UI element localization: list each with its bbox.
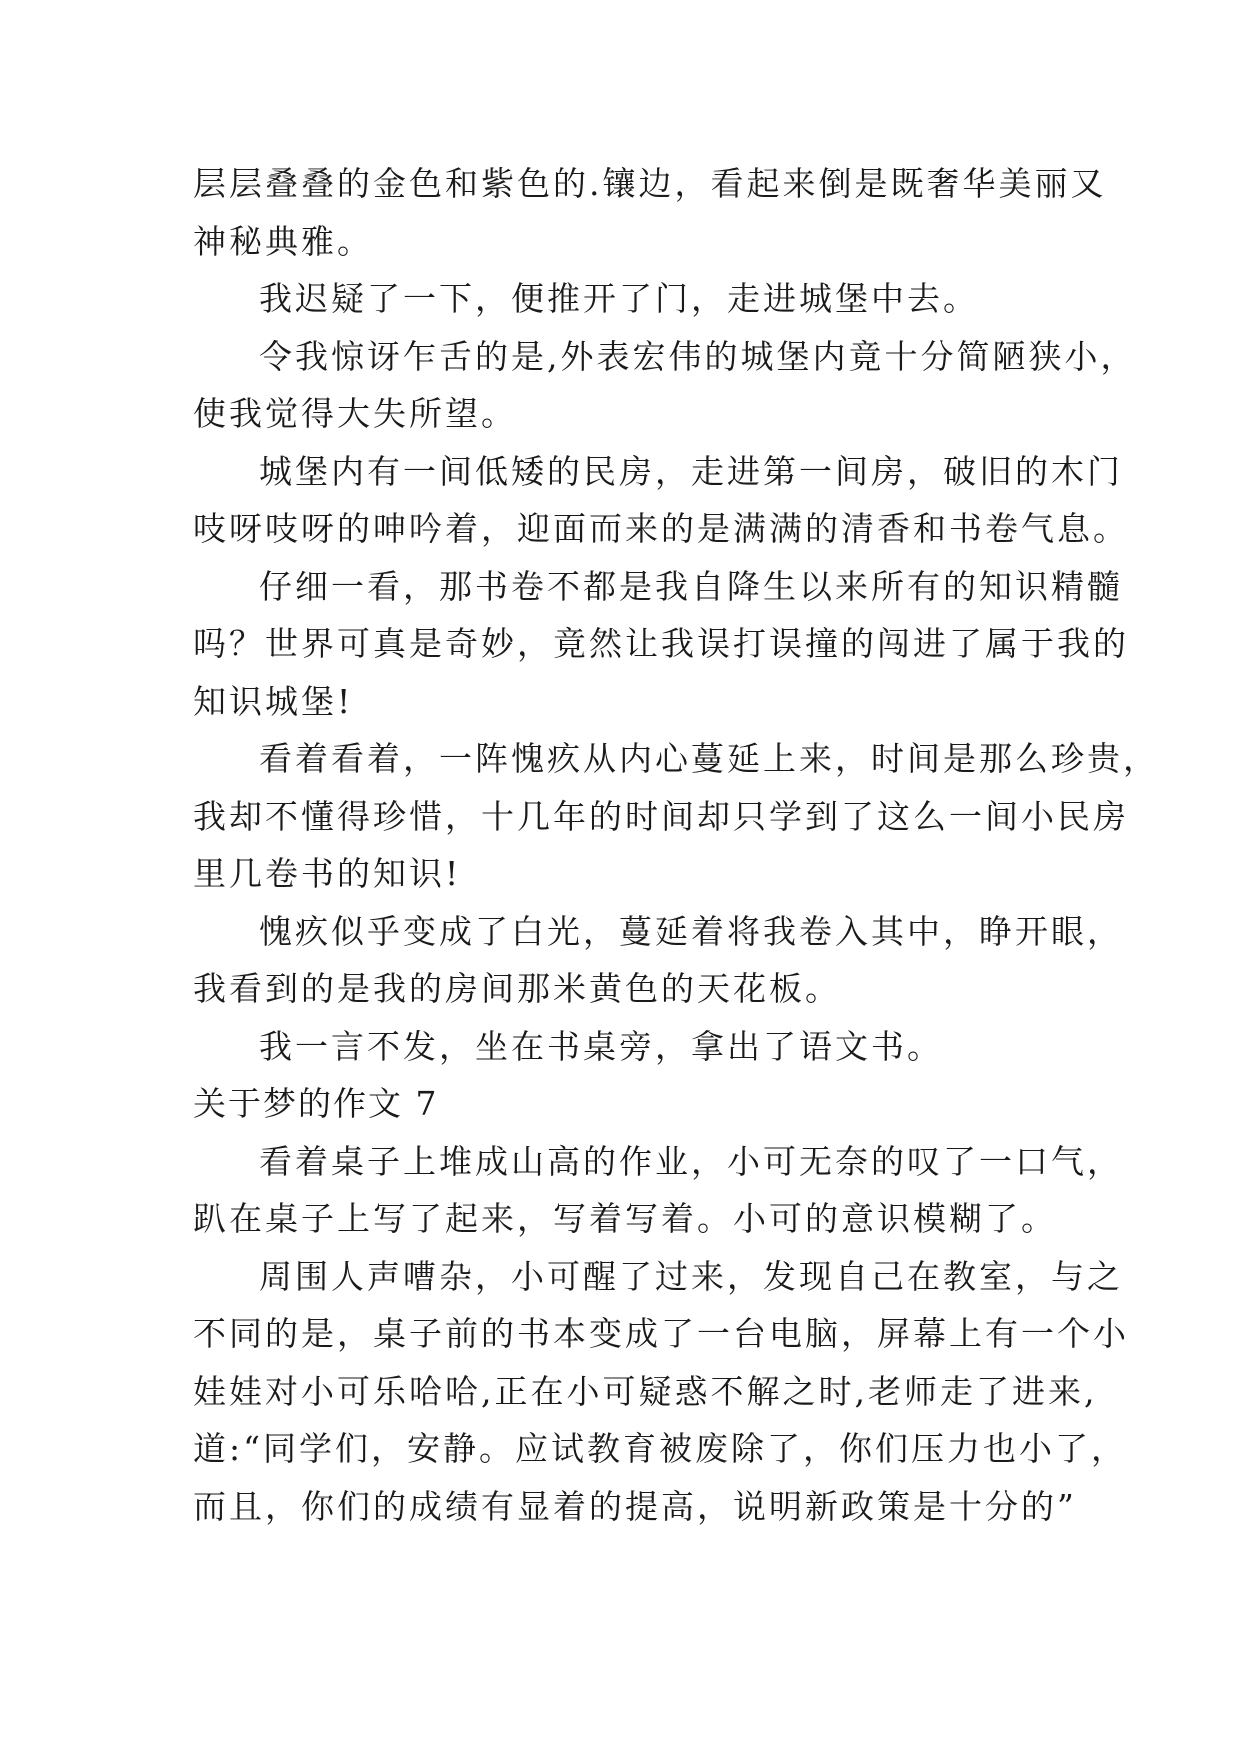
section-heading: 关于梦的作文 7 [193, 1084, 439, 1123]
paragraph-start: 看着桌子上堆成山高的作业，小可无奈的叹了一口气， [259, 1141, 1123, 1181]
text-line: 道:“同学们，安静。应试教育被废除了，你们压力也小了， [193, 1429, 1127, 1468]
paragraph-start: 我迟疑了一下，便推开了门，走进城堡中去。 [259, 279, 979, 318]
paragraph-start: 仔细一看，那书卷不都是我自降生以来所有的知识精髓 [259, 566, 1123, 606]
paragraph-start: 我一言不发，坐在书桌旁，拿出了语文书。 [259, 1026, 943, 1066]
text-line: 我看到的是我的房间那米黄色的天花板。 [193, 969, 841, 1008]
text-line: 娃娃对小可乐哈哈,正在小可疑惑不解之时,老师走了进来, [193, 1371, 1098, 1411]
text-line: 知识城堡! [193, 681, 354, 721]
text-line: 吱呀吱呀的呻吟着，迎面而来的是满满的清香和书卷气息。 [193, 509, 1129, 548]
essay-body [193, 155, 1159, 1535]
text-line: 我却不懂得珍惜，十几年的时间却只学到了这么一间小民房 [193, 796, 1129, 836]
text-line: 里几卷书的知识! [193, 854, 462, 893]
text-line: 神秘典雅。 [193, 221, 373, 261]
text-line: 层层叠叠的金色和紫色的.镶边，看起来倒是既奢华美丽又 [193, 164, 1107, 203]
text-line: 不同的是，桌子前的书本变成了一台电脑，屏幕上有一个小 [193, 1314, 1129, 1353]
paragraph-start: 城堡内有一间低矮的民房，走进第一间房，破旧的木门 [259, 451, 1123, 491]
text-line: 而且，你们的成绩有显着的提高，说明新政策是十分的” [193, 1486, 1077, 1526]
paragraph-start: 愧疚似乎变成了白光，蔓延着将我卷入其中，睁开眼， [259, 911, 1123, 951]
text-line: 吗？世界可真是奇妙，竟然让我误打误撞的闯进了属于我的 [193, 624, 1129, 663]
paragraph-start: 看着看着，一阵愧疚从内心蔓延上来，时间是那么珍贵， [259, 739, 1159, 778]
paragraph-start: 令我惊讶乍舌的是,外表宏伟的城堡内竟十分简陋狭小， [259, 336, 1137, 376]
paragraph-start: 周围人声嘈杂，小可醒了过来，发现自己在教室，与之 [259, 1256, 1123, 1296]
text-line: 趴在桌子上写了起来，写着写着。小可的意识模糊了。 [193, 1199, 1057, 1238]
text-line: 使我觉得大失所望。 [193, 394, 517, 433]
